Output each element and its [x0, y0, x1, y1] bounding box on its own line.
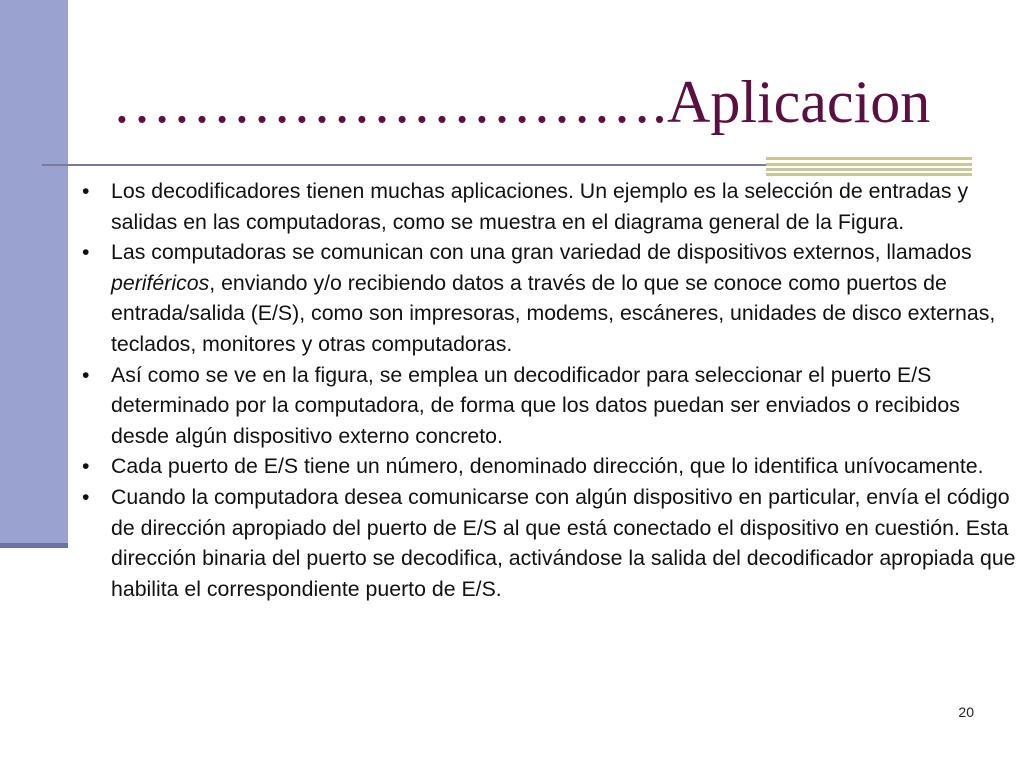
bullet-text: Las computadoras se comunican con una gran variedad de dispositivos externos, llamados: [111, 240, 972, 265]
bullet-emphasis: periféricos: [111, 270, 210, 295]
page-number: 20: [958, 704, 974, 720]
bullet-item: [76, 482, 1021, 604]
bullet-text: Cada puerto de E/S tiene un número, denominado dirección, que lo identifica unívocamente.: [111, 454, 984, 479]
bullet-text: Los decodificadores tienen muchas aplicaciones. Un ejemplo es la selección de entradas y salidas en las computadoras, como se muestra en el diagrama general de la Figura.: [111, 179, 969, 234]
left-decorative-bar: [0, 0, 68, 546]
bullet-text: Así como se ve en la figura, se emplea un decodificador para seleccionar el puerto E/S determinado por la computadora, de forma que los datos puedan ser enviados o recibidos desde algún dispositivo externo concreto.: [111, 362, 960, 448]
bullet-text: Cuando la computadora desea comunicarse con algún dispositivo en particular, envía el código de dirección apropiado del puerto de E/S al que está conectado el dispositivo en cuestión. Esta dirección binaria del puerto se decodifica, activándose la salida del decodificador apropiada que habilita el correspondiente puerto de E/S.: [111, 484, 1016, 601]
bullet-item: [76, 451, 1021, 482]
bullet-list: [76, 176, 1021, 604]
bullet-item: [76, 176, 1021, 237]
bullet-text: , enviando y/o recibiendo datos a través de lo que se conoce como puertos de entrada/salida (E/S), como son impresoras, modems, escáneres, unidades de disco externas, teclados, monitores y otras computadoras.: [111, 270, 996, 356]
bullet-item: [76, 237, 1021, 359]
slide-title: ……………………….Aplicacion: [112, 69, 931, 135]
bullet-item: [76, 360, 1021, 452]
left-bar-shadow: [0, 543, 68, 548]
